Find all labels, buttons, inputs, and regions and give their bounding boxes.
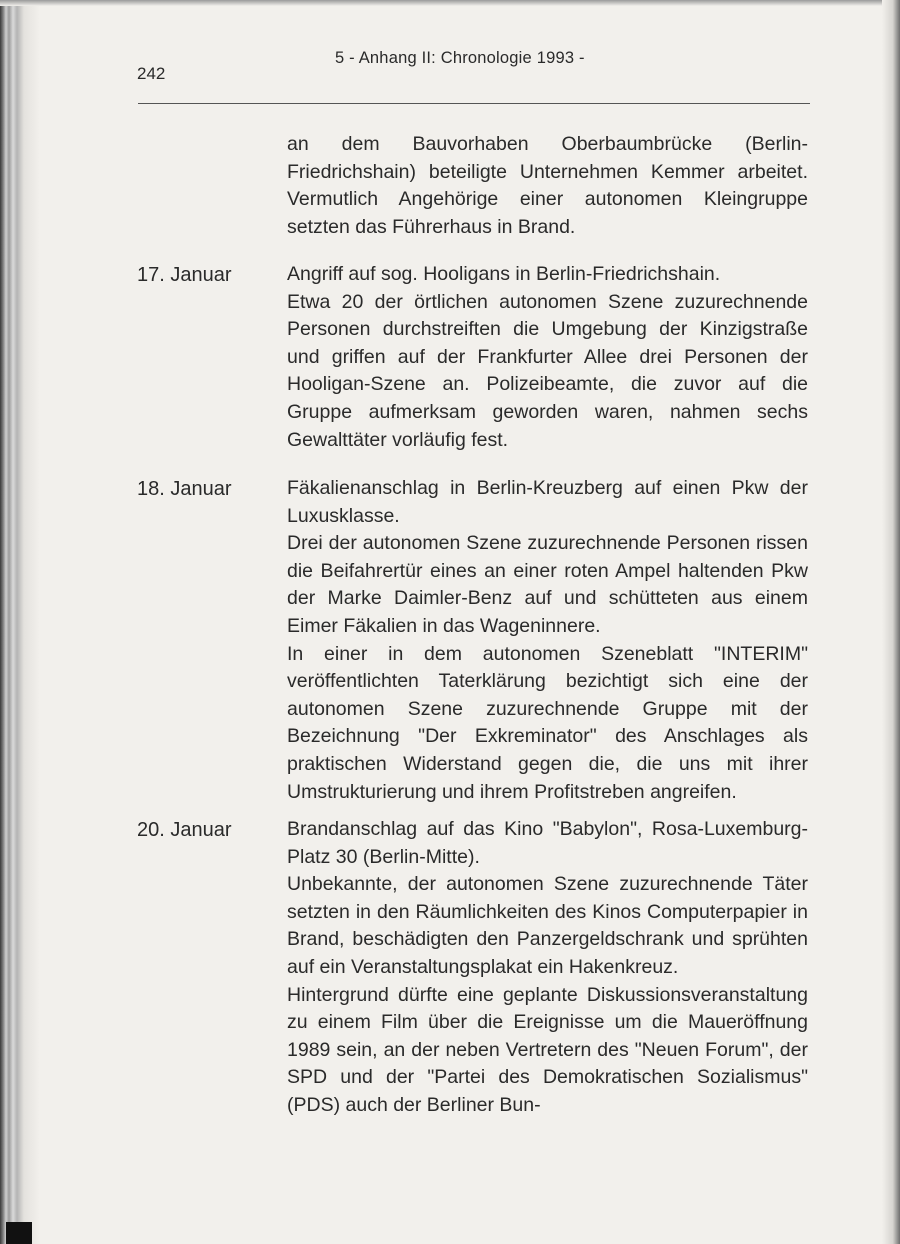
book-binding-edge xyxy=(0,0,40,1244)
page-top-shadow xyxy=(0,0,900,6)
entry-date: 18. Januar xyxy=(137,478,232,500)
entry-paragraph: Drei der autonomen Szene zuzurechnende Personen rissen die Beifahrertür eines an einer roten Ampel haltenden Pkw der Marke Daimler-Benz auf und schütteten aus einem Eimer Fäkalien in das Wageninnere. xyxy=(287,532,808,637)
entry-paragraph: Hintergrund dürfte eine geplante Diskussionsveranstaltung zu einem Film über die Ereignisse um die Maueröffnung 1989 sein, an der neben Vertretern des "Neuen Forum", der SPD und der "Partei des Demokratischen Sozialismus" (PDS) auch der Berliner Bun- xyxy=(287,983,808,1116)
entry-headline: Fäkalienanschlag in Berlin-Kreuzberg auf einen Pkw der Luxusklasse. xyxy=(287,477,808,527)
running-head: 5 - Anhang II: Chronologie 1993 - xyxy=(335,49,585,67)
page-number: 242 xyxy=(137,64,166,83)
entry-headline: Brandanschlag auf das Kino "Babylon", Rosa-Luxemburg-Platz 30 (Berlin-Mitte). xyxy=(287,818,808,868)
entry-headline: Angriff auf sog. Hooligans in Berlin-Friedrichshain. xyxy=(287,263,721,285)
entry-text xyxy=(287,475,808,806)
scan-corner-mark xyxy=(6,1222,32,1244)
entry-paragraph: Etwa 20 der örtlichen autonomen Szene zuzurechnende Personen durchstreiften die Umgebung der Kinzigstraße und griffen auf der Frankfurter Allee drei Personen der Hooligan-Szene an. Polizeibeamte, die zuvor auf die Gruppe aufmerksam geworden waren, nahmen sechs Gewalttäter vorläufig fest. xyxy=(287,290,808,451)
continuation-text xyxy=(287,131,808,241)
header-rule xyxy=(138,103,810,104)
continuation-paragraph: an dem Bauvorhaben Oberbaumbrücke (Berlin-Friedrichshain) beteiligte Unternehmen Kemmer arbeitet. Vermutlich Angehörige einer autonomen Kleingruppe setzten das Führerhaus in Brand. xyxy=(287,133,808,238)
entry-text xyxy=(287,261,808,454)
page-right-shadow xyxy=(882,0,900,1244)
entry-text xyxy=(287,816,808,1120)
entry-date: 17. Januar xyxy=(137,264,232,286)
entry-paragraph: Unbekannte, der autonomen Szene zuzurechnende Täter setzten in den Räumlichkeiten des Kinos Computerpapier in Brand, beschädigten den Panzergeldschrank und sprühten auf ein Veranstaltungsplakat ein Hakenkreuz. xyxy=(287,873,808,978)
entry-date: 20. Januar xyxy=(137,819,232,841)
entry-paragraph: In einer in dem autonomen Szeneblatt "INTERIM" veröffentlichten Taterklärung bezichtigt sich eine der autonomen Szene zuzurechnende Gruppe mit der Bezeichnung "Der Exkreminator" des Anschlages als praktischen Widerstand gegen die, die uns mit ihrer Umstrukturierung und ihrem Profitstreben angreifen. xyxy=(287,642,808,803)
